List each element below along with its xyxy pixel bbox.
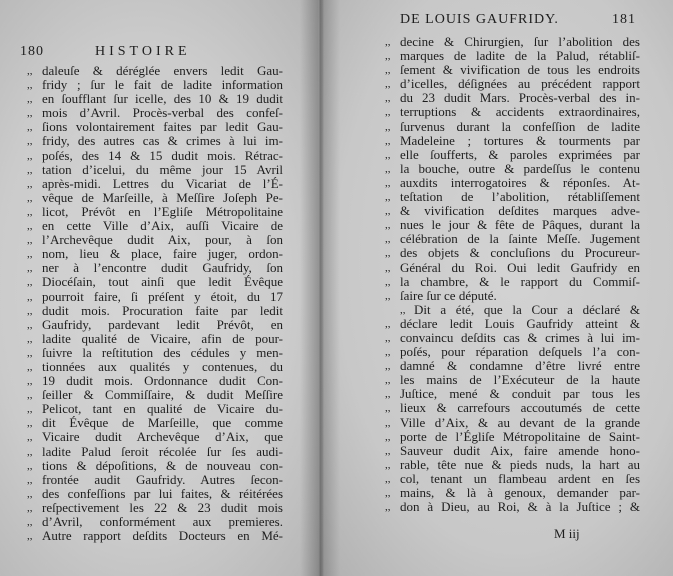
line-text: reſpectivement les 22 & 23 dudit mois [42, 499, 283, 515]
quote-mark: ,, [385, 233, 391, 246]
text-line [385, 428, 640, 444]
line-text: poſés, des 14 & 15 dudit mois. Rétrac- [42, 147, 283, 163]
text-line [27, 499, 283, 515]
quote-mark: ,, [385, 289, 391, 302]
quote-mark: ,, [385, 374, 391, 387]
quote-mark: ,, [385, 36, 391, 48]
text-line [27, 105, 283, 121]
line-text: nom, lieu & place, faire juger, ordon- [42, 246, 283, 262]
page-number-left: 180 [20, 44, 44, 59]
text-line [27, 119, 283, 135]
line-text: mains, & là à genoux, demander par- [400, 485, 640, 500]
line-text: fridy ; ſur le fait de ladite information [42, 77, 283, 93]
quote-mark: ,, [27, 191, 33, 204]
line-text: tation d’icelui, du même jour 15 Avril [42, 161, 283, 177]
line-text: Diocéſain, tout ainſi que ledit Évêque [42, 274, 283, 290]
line-text: daleuſe & déréglée envers ledit Gau- [42, 63, 283, 78]
quote-mark: ,, [27, 389, 33, 402]
text-line [27, 77, 283, 93]
text-line [27, 288, 283, 304]
quote-mark: ,, [385, 148, 391, 161]
text-line [385, 34, 640, 49]
quote-mark: ,, [27, 234, 33, 247]
text-line [27, 471, 283, 487]
quote-mark: ,, [385, 78, 391, 91]
text-line [27, 302, 283, 318]
text-line [27, 415, 283, 431]
quote-mark: ,, [27, 248, 33, 261]
line-text: teſtation de l’abolition, rétabliſſement [400, 189, 640, 205]
line-text: dit Évêque de Marſeille, que comme [42, 415, 283, 431]
text-line [385, 203, 640, 219]
text-line [27, 246, 283, 262]
text-line [27, 316, 283, 332]
line-text: porte de l’Égliſe Métropolitaine de Saint- [400, 428, 640, 444]
text-line [27, 429, 283, 445]
line-text: tionnées aux qualités y contenues, du [42, 358, 283, 374]
text-line [385, 160, 640, 176]
text-line [27, 175, 283, 191]
line-text: tions & dépoſitions, & de nouveau con- [42, 457, 283, 473]
text-line [27, 373, 283, 389]
text-line [27, 443, 283, 459]
running-head-left: HISTOIRE [95, 44, 191, 59]
text-line [27, 260, 283, 276]
line-text: Juſtice, mené & conduit par tous les [400, 386, 640, 402]
line-text: Dit a été, que la Cour a déclaré & [414, 301, 640, 317]
text-line [27, 344, 283, 360]
line-text: ſeiller & Commiſſaire, & dudit Meſſire [42, 387, 283, 403]
text-line [385, 104, 640, 120]
line-text: elle ſoufferts, & paroles exprimées par [400, 146, 640, 162]
text-line [385, 470, 640, 486]
quote-mark: ,, [27, 262, 33, 275]
text-line [385, 231, 640, 247]
line-text: Ville d’Aix, & au devant de la grande [400, 414, 640, 430]
line-text: après-midi. Lettres du Vicariat de l’É- [42, 175, 283, 191]
quote-mark: ,, [27, 417, 33, 430]
quote-mark: ,, [385, 191, 391, 204]
text-line [385, 315, 640, 331]
quote-mark: ,, [27, 346, 33, 359]
text-line [27, 218, 283, 234]
text-line [385, 174, 640, 190]
line-text: damné & condamne d’être livré entre [400, 358, 640, 374]
quote-mark: ,, [385, 444, 391, 457]
line-text: col, tenant un flambeau ardent en ſes [400, 470, 640, 486]
text-line [385, 344, 640, 360]
text-line [385, 499, 640, 515]
line-text: marques de ladite de la Palud, rétabliſ- [400, 48, 640, 64]
line-text: en cette Ville d’Aix, auſſi Vicaire de [42, 218, 283, 234]
quote-mark: ,, [385, 205, 391, 218]
text-line [385, 189, 640, 205]
quote-mark: ,, [27, 205, 33, 218]
line-text: Vicaire dudit Archevêque d’Aix, que [42, 429, 283, 445]
text-line [27, 274, 283, 290]
text-line [385, 146, 640, 162]
text-line [27, 457, 283, 473]
text-line [27, 485, 283, 501]
line-text: l’Archevêque dudit Aix, pour, à ſon [42, 232, 283, 248]
line-text: célébration de la ſainte Meſſe. Jugement [400, 231, 640, 247]
text-line [385, 132, 640, 148]
text-line [27, 133, 283, 149]
text-line [385, 118, 640, 134]
line-text: pourroit faire, ſi préſent y étoit, du 17 [42, 288, 283, 304]
line-text: des objets & concluſions du Procureur- [400, 245, 640, 261]
quote-mark: ,, [385, 360, 391, 373]
quote-mark: ,, [27, 530, 33, 543]
line-text: du 23 dudit Mars. Procès-verbal des in- [400, 90, 640, 106]
signature-mark: M iij [554, 526, 580, 541]
text-line [385, 259, 640, 275]
line-text: ſurvenus durant la confeſſion de ladite [400, 118, 640, 134]
quote-mark: ,, [385, 430, 391, 443]
text-line [27, 514, 283, 529]
text-line [385, 62, 640, 78]
quote-mark: ,, [385, 472, 391, 485]
line-text: ſuivre la reſtitution des cédules y men- [42, 344, 283, 360]
right-page [322, 0, 673, 576]
quote-mark: ,, [27, 445, 33, 458]
quote-mark: ,, [27, 93, 33, 106]
text-line [385, 217, 640, 233]
quote-mark: ,, [27, 65, 33, 77]
right-page-text [385, 34, 640, 515]
quote-mark: ,, [27, 516, 33, 528]
line-text: nues le jour & fête de Pâques, durant la [400, 217, 640, 233]
line-text: fridy, des autres cas & crimes à lui im- [42, 133, 283, 149]
quote-mark: ,, [385, 317, 391, 330]
quote-mark: ,, [385, 487, 391, 499]
text-line [27, 161, 283, 177]
line-text: les mains de l’Exécuteur de la haute [400, 372, 640, 388]
line-text: la chambre, & le rapport du Commiſ- [400, 273, 640, 289]
quote-mark: ,, [27, 459, 33, 472]
text-line [385, 400, 640, 416]
quote-mark: ,, [27, 431, 33, 444]
line-text: d’Avril, conformément aux premieres. [42, 514, 283, 529]
quote-mark: ,, [385, 261, 391, 274]
line-text: Général du Roi. Oui ledit Gaufridy en [400, 259, 640, 275]
line-text: licot, Prévôt en l’Egliſe Métropolitaine [42, 203, 283, 219]
quote-mark: ,, [385, 120, 391, 133]
quote-mark: ,, [385, 247, 391, 260]
text-line [27, 528, 283, 544]
text-line [385, 76, 640, 92]
text-line [385, 386, 640, 402]
line-text: dudit mois. Procuration faite par ledit [42, 302, 283, 318]
text-line [27, 189, 283, 205]
text-line [385, 456, 640, 472]
quote-mark: ,, [385, 134, 391, 147]
text-line [27, 147, 283, 163]
left-page-text [27, 63, 283, 544]
line-text: auxdits interrogatoires & réponſes. At- [400, 174, 640, 190]
line-text: déclare ledit Louis Gaufridy atteint & [400, 315, 640, 331]
text-line [27, 387, 283, 403]
quote-mark: ,, [27, 79, 33, 92]
text-line [27, 91, 283, 107]
text-line [27, 203, 283, 219]
quote-mark: ,, [27, 375, 33, 388]
quote-mark: ,, [385, 346, 391, 359]
line-text: Pelicot, tant en qualité de Vicaire du- [42, 401, 283, 417]
quote-mark: ,, [385, 331, 391, 344]
quote-mark: ,, [27, 473, 33, 486]
line-text: convaincu deſdits cas & crimes à lui im- [400, 329, 640, 345]
quote-mark: ,, [385, 106, 391, 119]
quote-mark: ,, [27, 121, 33, 134]
quote-mark: ,, [27, 220, 33, 233]
line-text: ſions volontairement faites par ledit Gau- [42, 119, 283, 135]
quote-mark: ,, [27, 149, 33, 162]
text-line [27, 63, 283, 78]
line-text: ner à l’encontre dudit Gaufridy, ſon [42, 260, 283, 276]
quote-mark: ,, [385, 162, 391, 175]
text-line [385, 485, 640, 500]
line-text: lieux & carrefours accoutumés de cette [400, 400, 640, 416]
quote-mark: ,, [400, 303, 406, 316]
quote-mark: ,, [27, 487, 33, 500]
text-line [385, 358, 640, 374]
line-text: ladite qualité de Vicaire, afin de pour- [42, 330, 283, 346]
quote-mark: ,, [27, 332, 33, 345]
line-text: la bouche, outre & pardeſſus le contenu [400, 160, 640, 176]
line-text: Gaufridy, pardevant ledit Prévôt, en [42, 316, 283, 332]
text-line [385, 90, 640, 106]
line-text: 19 dudit mois. Ordonnance dudit Con- [42, 373, 283, 389]
line-text: ſaire ſur ce député. [400, 287, 497, 303]
text-line [385, 48, 640, 64]
running-head-right: DE LOUIS GAUFRIDY. [400, 12, 559, 27]
quote-mark: ,, [385, 416, 391, 429]
line-text: decine & Chirurgien, ſur l’abolition des [400, 34, 640, 49]
quote-mark: ,, [27, 107, 33, 120]
line-text: ſement & vivification de tous les endroits [400, 62, 640, 78]
line-text: des confeſſions par lui faites, & réitérées [42, 485, 283, 501]
text-line [385, 372, 640, 388]
quote-mark: ,, [385, 92, 391, 105]
line-text: don à Dieu, au Roi, & à la Juſtice ; & [400, 499, 640, 515]
quote-mark: ,, [385, 275, 391, 288]
text-line [400, 303, 640, 317]
text-line [385, 273, 640, 289]
line-text: frontée audit Gaufridy. Autres ſecon- [42, 471, 283, 487]
text-line [385, 245, 640, 261]
text-line [27, 232, 283, 248]
line-text: ladite Palud ſeroit récolée ſur ſes audi- [42, 443, 283, 459]
quote-mark: ,, [385, 50, 391, 63]
quote-mark: ,, [27, 135, 33, 148]
line-text: & vivification deſdites marques adve- [400, 203, 640, 219]
line-text: en ſoufflant ſur icelle, des 10 & 19 dudit [42, 91, 283, 107]
text-line [385, 287, 640, 303]
line-text: terruptions & accidents extraordinaires, [400, 104, 640, 120]
line-text: Autre rapport deſdits Docteurs en Mé- [42, 528, 283, 544]
line-text: poſés, pour réparation deſquels l’a con- [400, 344, 640, 360]
quote-mark: ,, [27, 501, 33, 514]
quote-mark: ,, [27, 360, 33, 373]
text-line [27, 401, 283, 417]
text-line [385, 414, 640, 430]
quote-mark: ,, [385, 176, 391, 189]
line-text: Sauveur dudit Aix, faire amende hono- [400, 442, 640, 458]
line-text: vêque de Marſeille, à Meſſire Joſeph Pe- [42, 189, 283, 205]
quote-mark: ,, [385, 219, 391, 232]
quote-mark: ,, [27, 177, 33, 190]
text-line [27, 330, 283, 346]
line-text: rable, tête nue & pieds nuds, la hart au [400, 456, 640, 472]
quote-mark: ,, [385, 458, 391, 471]
text-line [385, 442, 640, 458]
quote-mark: ,, [385, 64, 391, 77]
text-line [27, 358, 283, 374]
quote-mark: ,, [385, 402, 391, 415]
quote-mark: ,, [27, 403, 33, 416]
page-number-right: 181 [612, 12, 636, 27]
quote-mark: ,, [27, 318, 33, 331]
quote-mark: ,, [27, 276, 33, 289]
line-text: Madeleine ; tortures & tourments par [400, 132, 640, 148]
line-text: d’icelles, déſignées au précédent rapport [400, 76, 640, 92]
left-page [0, 0, 318, 576]
text-line [385, 329, 640, 345]
quote-mark: ,, [385, 501, 391, 514]
line-text: mois d’Avril. Procès-verbal des confeſ- [42, 105, 283, 121]
quote-mark: ,, [385, 388, 391, 401]
quote-mark: ,, [27, 304, 33, 317]
quote-mark: ,, [27, 163, 33, 176]
quote-mark: ,, [27, 290, 33, 303]
